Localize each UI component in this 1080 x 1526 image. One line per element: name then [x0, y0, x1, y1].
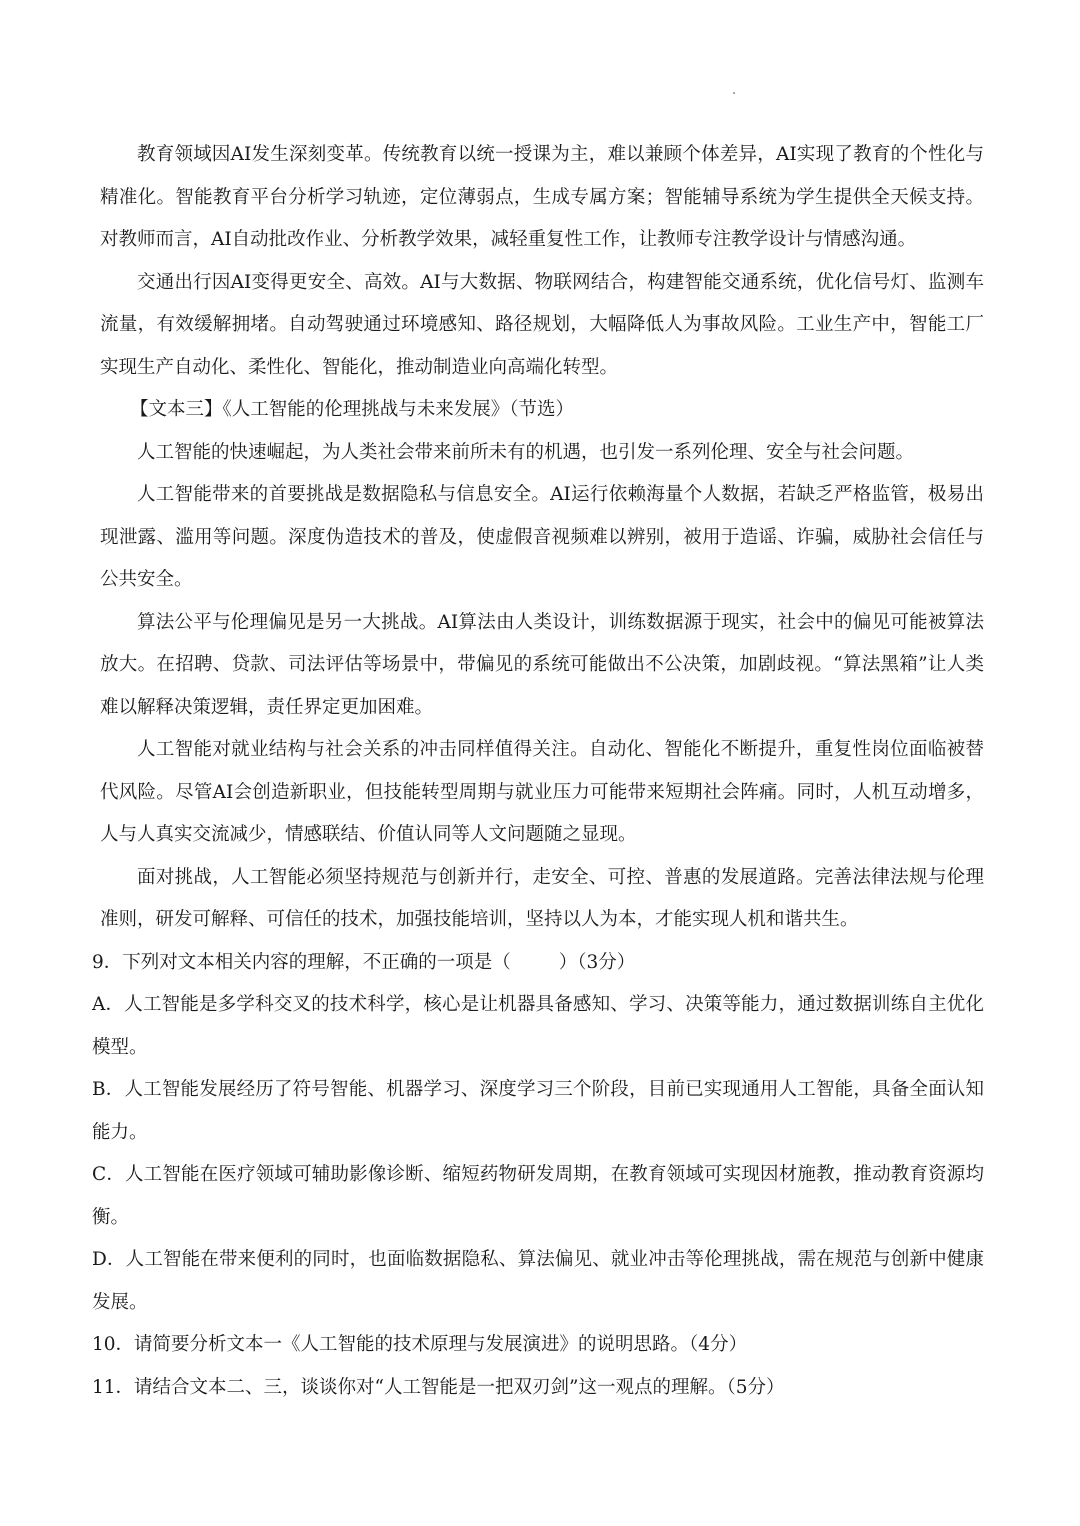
- question-9-stem: [92, 942, 984, 985]
- paragraph-outlook: 面对挑战，人工智能必须坚持规范与创新并行，走安全、可控、普惠的发展道路。完善法律法规与伦理准则，研发可解释、可信任的技术，加强技能培训，坚持以人为本，才能实现人机和谐共生。: [100, 866, 984, 930]
- paragraph-transport: 交通出行因AI变得更安全、高效。AI与大数据、物联网结合，构建智能交通系统，优化信号灯、监测车流量，有效缓解拥堵。自动驾驶通过环境感知、路径规划，大幅降低人为事故风险。工业生产中，智能工厂实现生产自动化、柔性化、智能化，推动制造业向高端化转型。: [100, 271, 984, 378]
- scan-speck: [733, 92, 735, 94]
- question-11: 11．请结合文本二、三，谈谈你对“人工智能是一把双刃剑”这一观点的理解。（5分）: [92, 1376, 785, 1398]
- paragraph-privacy: 人工智能带来的首要挑战是数据隐私与信息安全。AI运行依赖海量个人数据，若缺乏严格监管，极易出现泄露、滥用等问题。深度伪造技术的普及，使虚假音视频难以辨别，被用于造谣、诈骗，威胁社会信任与公共安全。: [100, 484, 984, 590]
- question-9-option-d: D．人工智能在带来便利的同时，也面临数据隐私、算法偏见、就业冲击等伦理挑战，需在规范与创新中健康发展。: [92, 1249, 984, 1313]
- question-9-option-b: B．人工智能发展经历了符号智能、机器学习、深度学习三个阶段，目前已实现通用人工智能，具备全面认知能力。: [92, 1079, 984, 1143]
- paragraph-algorithm-bias: 算法公平与伦理偏见是另一大挑战。AI算法由人类设计，训练数据源于现实，社会中的偏见可能被算法放大。在招聘、贷款、司法评估等场景中，带偏见的系统可能做出不公决策，加剧歧视。“算法黑箱”让人类难以解释决策逻辑，责任界定更加困难。: [100, 611, 984, 718]
- paragraph-employment: 人工智能对就业结构与社会关系的冲击同样值得关注。自动化、智能化不断提升，重复性岗位面临被替代风险。尽管AI会创造新职业，但技能转型周期与就业压力可能带来短期社会阵痛。同时，人机互动增多，人与人真实交流减少，情感联结、价值认同等人文问题随之显现。: [100, 739, 984, 845]
- paragraph-education: 教育领域因AI发生深刻变革。传统教育以统一授课为主，难以兼顾个体差异，AI实现了教育的个性化与精准化。智能教育平台分析学习轨迹，定位薄弱点，生成专属方案；智能辅导系统为学生提供全天候支持。对教师而言，AI自动批改作业、分析教学效果，减轻重复性工作，让教师专注教学设计与情感沟通。: [100, 144, 984, 250]
- question-10: 10．请简要分析文本一《人工智能的技术原理与发展演进》的说明思路。（4分）: [92, 1334, 748, 1355]
- paragraph-text3-intro: 人工智能的快速崛起，为人类社会带来前所未有的机遇，也引发一系列伦理、安全与社会问题。: [137, 441, 915, 463]
- exam-page-body: [92, 134, 984, 1409]
- question-9-option-a: A．人工智能是多学科交叉的技术科学，核心是让机器具备感知、学习、决策等能力，通过数据训练自主优化模型。: [92, 994, 984, 1058]
- question-9-stem-before: 9．下列对文本相关内容的理解，不正确的一项是（: [92, 951, 511, 973]
- question-9-option-c: C．人工智能在医疗领域可辅助影像诊断、缩短药物研发周期，在教育领域可实现因材施教，推动教育资源均衡。: [92, 1164, 984, 1228]
- question-9-stem-after: ）（3分）: [558, 951, 636, 973]
- text3-heading: 【文本三】《人工智能的伦理挑战与未来发展》（节选）: [130, 399, 575, 420]
